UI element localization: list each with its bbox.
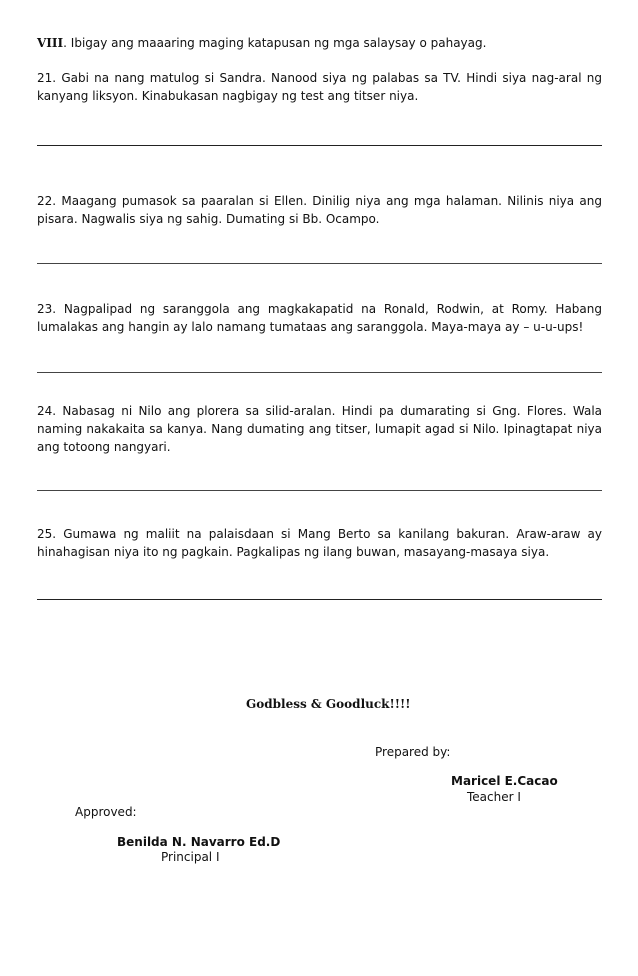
answer-line-22[interactable] bbox=[37, 263, 602, 264]
approver-name: Benilda N. Navarro Ed.D bbox=[117, 835, 281, 849]
preparer-title: Teacher I bbox=[467, 790, 521, 804]
prepared-by-label: Prepared by: bbox=[375, 745, 451, 759]
preparer-name: Maricel E.Cacao bbox=[451, 774, 558, 788]
approved-label: Approved: bbox=[75, 805, 137, 819]
answer-line-23[interactable] bbox=[37, 372, 602, 373]
approver-title: Principal I bbox=[161, 850, 220, 864]
question-24: 24. Nabasag ni Nilo ang plorera sa silid-aralan. Hindi pa dumarating si Gng. Flores. Wala naming nakakaita sa kanya. Nang dumating ang titser, lumapit agad si Nilo. Ipinagtapat niya ang totoong nangyari. bbox=[37, 404, 602, 454]
answer-line-24[interactable] bbox=[37, 490, 602, 491]
section-instruction: . Ibigay ang maaaring maging katapusan ng mga salaysay o pahayag. bbox=[63, 36, 487, 50]
question-22: 22. Maagang pumasok sa paaralan si Ellen. Dinilig niya ang mga halaman. Nilinis niya ang pisara. Nagwalis siya ng sahig. Dumating si Bb. Ocampo. bbox=[37, 194, 602, 226]
section-number: VIII bbox=[37, 36, 64, 50]
question-21: 21. Gabi na nang matulog si Sandra. Nanood siya ng palabas sa TV. Hindi siya nag-aral ng kanyang liksyon. Kinabukasan nagbigay ng test ang titser niya. bbox=[37, 71, 602, 103]
question-25: 25. Gumawa ng maliit na palaisdaan si Mang Berto sa kanilang bakuran. Araw-araw ay hinahagisan niya ito ng pagkain. Pagkalipas ng ilang buwan, masayang-masaya siya. bbox=[37, 527, 602, 559]
question-23: 23. Nagpalipad ng saranggola ang magkakapatid na Ronald, Rodwin, at Romy. Habang lumalakas ang hangin ay lalo namang tumataas ang saranggola. Maya-maya ay – u-u-ups! bbox=[37, 302, 602, 334]
answer-line-25[interactable] bbox=[37, 599, 602, 600]
section-header bbox=[37, 36, 602, 50]
answer-line-21[interactable] bbox=[37, 145, 602, 146]
closing-message: Godbless & Goodluck!!!! bbox=[246, 697, 411, 711]
